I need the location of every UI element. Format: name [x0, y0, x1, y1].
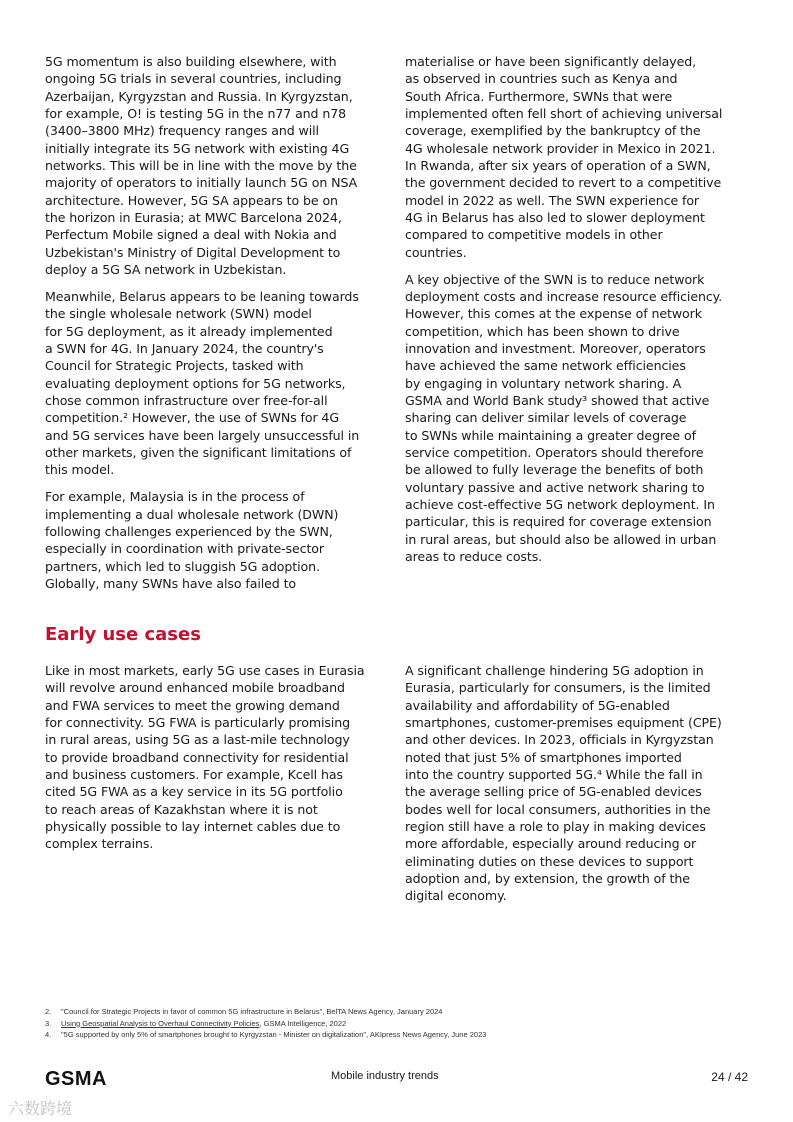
paragraph: materialise or have been significantly delayed, as observed in countries such as Kenya and South Africa. Furthermore, SWNs that were implemented often fell short of achieving universal coverage, exemplified by the bankruptcy of the 4G wholesale network provider in Mexico in 2021. In Rwanda, after six years of operation of a SWN, the government decided to revert to a competitive model in 2022 as well. The SWN experience for 4G in Belarus has also led to slower deployment compared to competitive models in other countries.: [405, 54, 723, 260]
footer-title: Mobile industry trends: [331, 1070, 439, 1082]
footnote-number: 3.: [45, 1018, 52, 1028]
paragraph: Like in most markets, early 5G use cases in Eurasia will revolve around enhanced mobile broadband and FWA services to meet the growing demand for connectivity. 5G FWA is particularly promising in rural areas, using 5G as a last-mile technology to provide broadband connectivity for residential and business customers. For example, Kcell has cited 5G FWA as a key service in its 5G portfolio to reach areas of Kazakhstan where it is not physically possible to lay internet cables due to complex terrains.: [45, 663, 365, 852]
paragraph: 5G momentum is also building elsewhere, with ongoing 5G trials in several countries, including Azerbaijan, Kyrgyzstan and Russia. In Kyrgyzstan, for example, O! is testing 5G in the n77 and n78 (3400–3800 MHz) frequency ranges and will initially integrate its 5G network with existing 4G networks. This will be in line with the move by the majority of operators to initially launch 5G on NSA architecture. However, 5G SA appears to be on the horizon in Eurasia; at MWC Barcelona 2024, Perfectum Mobile signed a deal with Nokia and Uzbekistan's Ministry of Digital Development to deploy a 5G SA network in Uzbekistan.: [45, 54, 358, 278]
gsma-logo: GSMA: [45, 1068, 107, 1090]
top-left-column: [45, 53, 395, 602]
footnote: [45, 1018, 486, 1030]
footnotes: [45, 1006, 486, 1041]
footnote: [45, 1006, 486, 1018]
footnote-text: "5G supported by only 5% of smartphones brought to Kyrgyzstan - Minister on digitalization", AKIpress News Agency, June 2023: [61, 1030, 487, 1039]
paragraph: Meanwhile, Belarus appears to be leaning towards the single wholesale network (SWN) model for 5G deployment, as it already implemented a SWN for 4G. In January 2024, the country's Council for Strategic Projects, tasked with evaluating deployment options for 5G networks, chose common infrastructure over free-for-all competition.² However, the use of SWNs for 4G and 5G services have been largely unsuccessful in other markets, given the significant limitations of this model.: [45, 288, 360, 478]
footnote-number: 2.: [45, 1007, 52, 1016]
top-right-column: [405, 53, 755, 575]
footnote-text: "Council for Strategic Projects in favor of common 5G infrastructure in Belarus", BelTA News Agency, January 2024: [61, 1007, 443, 1016]
section-heading: Early use cases: [45, 624, 201, 645]
footnote: [45, 1029, 486, 1041]
paragraph: For example, Malaysia is in the process of implementing a dual wholesale network (DWN) following challenges experienced by the SWN, especially in coordination with private-sector partners, which led to sluggish 5G adoption. Globally, many SWNs have also failed to: [45, 489, 339, 591]
page-number: 24 / 42: [711, 1070, 748, 1084]
paragraph: A significant challenge hindering 5G adoption in Eurasia, particularly for consumers, is the limited availability and affordability of 5G-enabled smartphones, customer-premises equipment (CPE) and other devices. In 2023, officials in Kyrgyzstan noted that just 5% of smartphones imported into the country supported 5G.⁴ While the fall in the average selling price of 5G-enabled devices bodes well for local consumers, authorities in the region still have a role to play in making devices more affordable, especially around reducing or eliminating duties on these devices to support adoption and, by extension, the growth of the digital economy.: [405, 663, 722, 904]
paragraph: A key objective of the SWN is to reduce network deployment costs and increase resource efficiency. However, this comes at the expense of network competition, which has been shown to drive innovation and investment. Moreover, operators have achieved the same network efficiencies by engaging in voluntary network sharing. A GSMA and World Bank study³ showed that active sharing can deliver similar levels of coverage to SWNs while maintaining a greater degree of service competition. Operators should therefore be allowed to fully leverage the benefits of both voluntary passive and active network sharing to achieve cost-effective 5G network deployment. In particular, this is required for coverage extension in rural areas, but should also be allowed in urban areas to reduce costs.: [405, 271, 723, 565]
footnote-link[interactable]: Using Geospatial Analysis to Overhaul Connectivity Policies: [61, 1018, 260, 1028]
watermark: 六数跨境: [8, 1099, 73, 1118]
section-left-column: [45, 662, 395, 862]
footnote-number: 4.: [45, 1030, 52, 1039]
section-right-column: [405, 662, 755, 914]
footnote-text: , GSMA Intelligence, 2022: [259, 1018, 347, 1028]
